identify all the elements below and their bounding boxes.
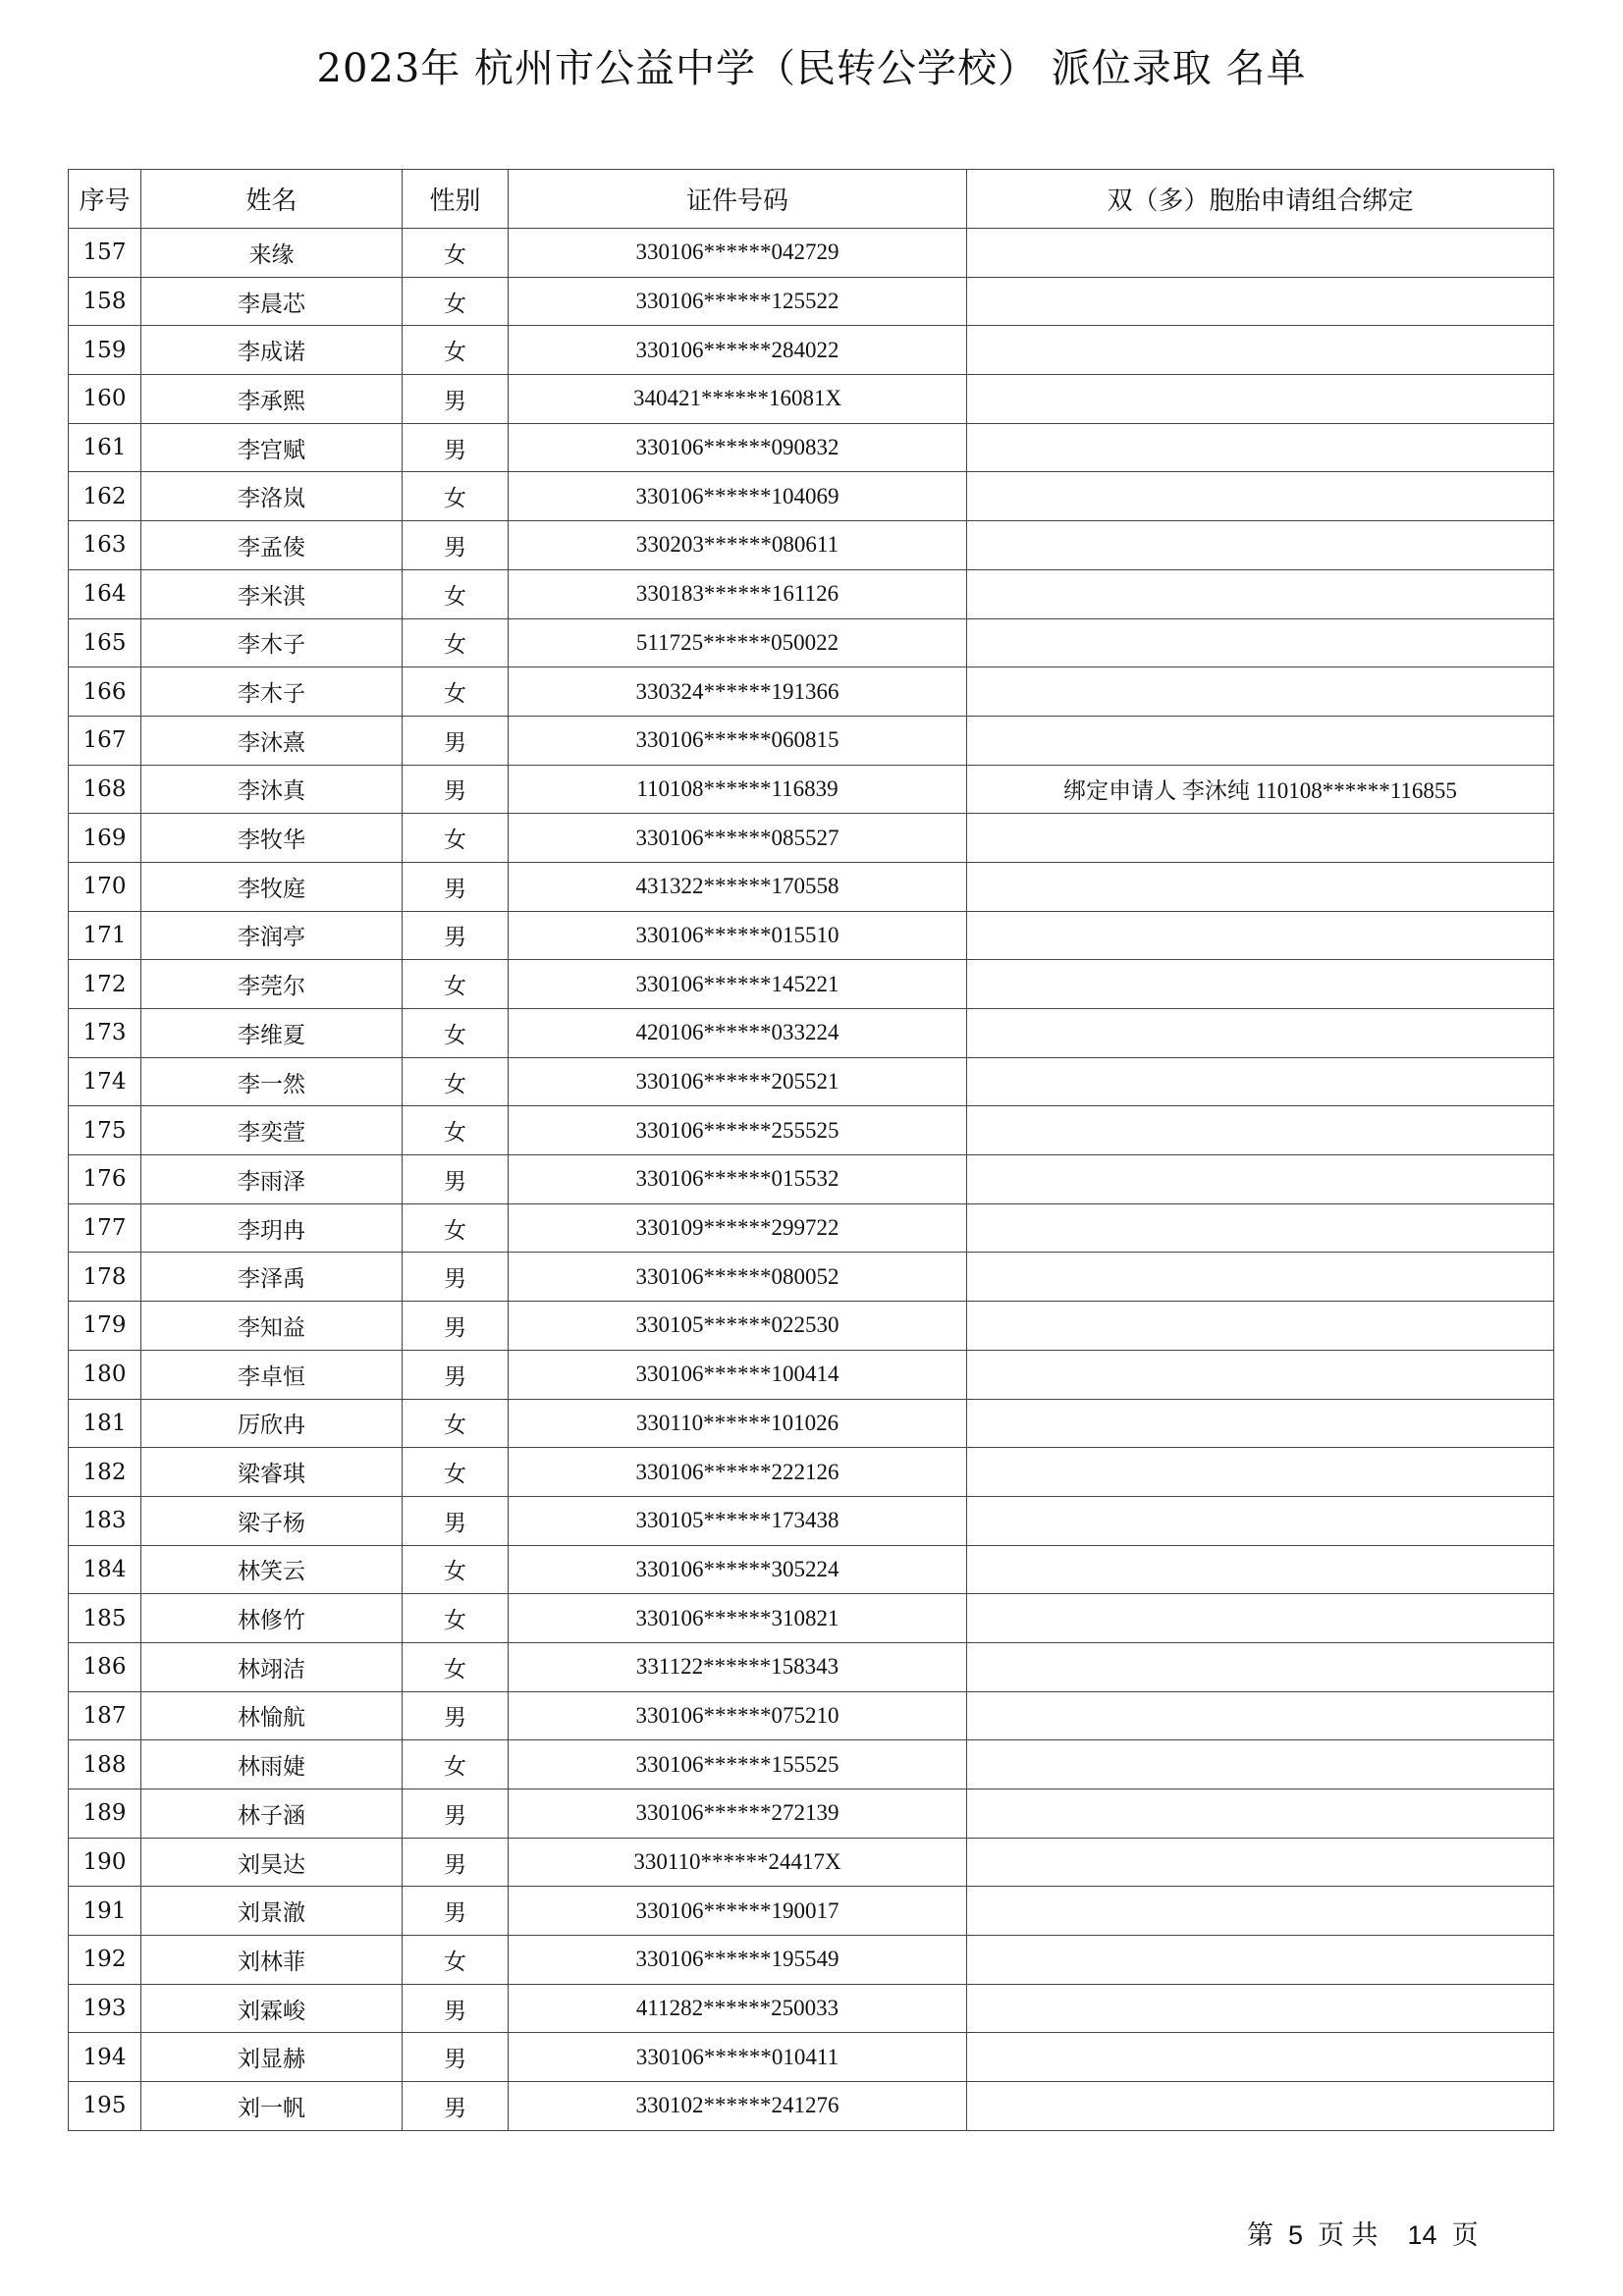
twin-binding-cell	[967, 1594, 1554, 1643]
twin-binding-cell	[967, 911, 1554, 960]
twin-binding-cell	[967, 1448, 1554, 1497]
gender-cell: 男	[403, 862, 509, 911]
gender-cell: 男	[403, 765, 509, 814]
table-row	[69, 1448, 1554, 1497]
table-row	[69, 1009, 1554, 1058]
id-number-cell: 330106******060815	[509, 716, 967, 765]
table-row	[69, 1691, 1554, 1740]
name-cell: 李洛岚	[141, 472, 403, 521]
gender-cell: 男	[403, 375, 509, 424]
gender-cell: 女	[403, 667, 509, 717]
name-cell: 李晨芯	[141, 277, 403, 326]
seq-cell: 191	[69, 1887, 141, 1936]
twin-binding-cell	[967, 1545, 1554, 1594]
header-twin-binding: 双（多）胞胎申请组合绑定	[967, 170, 1554, 229]
gender-cell: 男	[403, 1887, 509, 1936]
gender-cell: 女	[403, 1009, 509, 1058]
name-cell: 厉欣冉	[141, 1399, 403, 1448]
id-number-cell: 330106******222126	[509, 1448, 967, 1497]
seq-cell: 165	[69, 618, 141, 667]
seq-cell: 169	[69, 814, 141, 863]
table-row	[69, 862, 1554, 911]
name-cell: 李玥冉	[141, 1203, 403, 1253]
twin-binding-cell	[967, 1009, 1554, 1058]
seq-cell: 166	[69, 667, 141, 717]
table-row	[69, 1789, 1554, 1839]
name-cell: 林翊洁	[141, 1642, 403, 1691]
gender-cell: 男	[403, 423, 509, 472]
id-number-cell: 330106******042729	[509, 229, 967, 278]
id-number-cell: 330110******24417X	[509, 1838, 967, 1887]
seq-cell: 175	[69, 1106, 141, 1155]
gender-cell: 男	[403, 1302, 509, 1351]
seq-cell: 170	[69, 862, 141, 911]
id-number-cell: 330324******191366	[509, 667, 967, 717]
gender-cell: 女	[403, 1740, 509, 1789]
table-row	[69, 1203, 1554, 1253]
twin-binding-cell	[967, 1887, 1554, 1936]
id-number-cell: 330106******085527	[509, 814, 967, 863]
twin-binding-cell	[967, 1984, 1554, 2033]
name-cell: 林子涵	[141, 1789, 403, 1839]
seq-cell: 183	[69, 1496, 141, 1545]
table-row	[69, 521, 1554, 570]
id-number-cell: 330106******255525	[509, 1106, 967, 1155]
name-cell: 李牧庭	[141, 862, 403, 911]
name-cell: 刘一帆	[141, 2082, 403, 2131]
id-number-cell: 330106******272139	[509, 1789, 967, 1839]
table-row	[69, 277, 1554, 326]
header-name: 姓名	[141, 170, 403, 229]
twin-binding-cell	[967, 1642, 1554, 1691]
name-cell: 李孟倰	[141, 521, 403, 570]
seq-cell: 185	[69, 1594, 141, 1643]
id-number-cell: 110108******116839	[509, 765, 967, 814]
gender-cell: 男	[403, 521, 509, 570]
id-number-cell: 330102******241276	[509, 2082, 967, 2131]
name-cell: 李木子	[141, 618, 403, 667]
seq-cell: 163	[69, 521, 141, 570]
seq-cell: 179	[69, 1302, 141, 1351]
gender-cell: 男	[403, 1496, 509, 1545]
twin-binding-cell	[967, 1106, 1554, 1155]
id-number-cell: 330106******104069	[509, 472, 967, 521]
table-row	[69, 1887, 1554, 1936]
name-cell: 林修竹	[141, 1594, 403, 1643]
table-row	[69, 716, 1554, 765]
id-number-cell: 330110******101026	[509, 1399, 967, 1448]
name-cell: 李成诺	[141, 326, 403, 375]
table-row	[69, 960, 1554, 1009]
seq-cell: 164	[69, 569, 141, 618]
gender-cell: 女	[403, 1936, 509, 1985]
twin-binding-cell	[967, 1057, 1554, 1106]
twin-binding-cell	[967, 229, 1554, 278]
gender-cell: 男	[403, 911, 509, 960]
id-number-cell: 331122******158343	[509, 1642, 967, 1691]
twin-binding-cell	[967, 618, 1554, 667]
name-cell: 李一然	[141, 1057, 403, 1106]
table-row	[69, 1838, 1554, 1887]
seq-cell: 190	[69, 1838, 141, 1887]
twin-binding-cell	[967, 1936, 1554, 1985]
seq-cell: 172	[69, 960, 141, 1009]
gender-cell: 男	[403, 1691, 509, 1740]
seq-cell: 182	[69, 1448, 141, 1497]
twin-binding-cell	[967, 960, 1554, 1009]
seq-cell: 167	[69, 716, 141, 765]
admission-list-table	[68, 169, 1554, 2131]
seq-cell: 173	[69, 1009, 141, 1058]
table-row	[69, 1350, 1554, 1399]
gender-cell: 女	[403, 1448, 509, 1497]
seq-cell: 168	[69, 765, 141, 814]
name-cell: 李卓恒	[141, 1350, 403, 1399]
seq-cell: 181	[69, 1399, 141, 1448]
seq-cell: 157	[69, 229, 141, 278]
seq-cell: 192	[69, 1936, 141, 1985]
table-row	[69, 1399, 1554, 1448]
table-row	[69, 1253, 1554, 1302]
gender-cell: 女	[403, 277, 509, 326]
gender-cell: 女	[403, 569, 509, 618]
twin-binding-cell	[967, 1691, 1554, 1740]
table-row	[69, 375, 1554, 424]
id-number-cell: 330109******299722	[509, 1203, 967, 1253]
id-number-cell: 330106******310821	[509, 1594, 967, 1643]
id-number-cell: 330106******205521	[509, 1057, 967, 1106]
twin-binding-cell	[967, 2033, 1554, 2082]
gender-cell: 男	[403, 1155, 509, 1204]
gender-cell: 女	[403, 960, 509, 1009]
gender-cell: 女	[403, 618, 509, 667]
name-cell: 李木子	[141, 667, 403, 717]
gender-cell: 男	[403, 2082, 509, 2131]
id-number-cell: 420106******033224	[509, 1009, 967, 1058]
table-row	[69, 1057, 1554, 1106]
name-cell: 梁睿琪	[141, 1448, 403, 1497]
gender-cell: 女	[403, 1106, 509, 1155]
twin-binding-cell	[967, 521, 1554, 570]
name-cell: 李沐熹	[141, 716, 403, 765]
table-row	[69, 1545, 1554, 1594]
gender-cell: 女	[403, 229, 509, 278]
seq-cell: 158	[69, 277, 141, 326]
table-row	[69, 2082, 1554, 2131]
twin-binding-cell	[967, 716, 1554, 765]
twin-binding-cell	[967, 1302, 1554, 1351]
seq-cell: 176	[69, 1155, 141, 1204]
gender-cell: 男	[403, 1350, 509, 1399]
seq-cell: 180	[69, 1350, 141, 1399]
seq-cell: 189	[69, 1789, 141, 1839]
table-row	[69, 618, 1554, 667]
table-body	[69, 229, 1554, 2131]
gender-cell: 女	[403, 1057, 509, 1106]
seq-cell: 186	[69, 1642, 141, 1691]
seq-cell: 159	[69, 326, 141, 375]
table-row	[69, 1984, 1554, 2033]
id-number-cell: 330106******305224	[509, 1545, 967, 1594]
name-cell: 李泽禹	[141, 1253, 403, 1302]
twin-binding-cell	[967, 1253, 1554, 1302]
name-cell: 来缘	[141, 229, 403, 278]
twin-binding-cell	[967, 2082, 1554, 2131]
id-number-cell: 330106******080052	[509, 1253, 967, 1302]
table-row	[69, 814, 1554, 863]
name-cell: 李雨泽	[141, 1155, 403, 1204]
gender-cell: 女	[403, 472, 509, 521]
name-cell: 李承熙	[141, 375, 403, 424]
id-number-cell: 330106******284022	[509, 326, 967, 375]
twin-binding-cell	[967, 569, 1554, 618]
seq-cell: 188	[69, 1740, 141, 1789]
id-number-cell: 330105******173438	[509, 1496, 967, 1545]
id-number-cell: 330203******080611	[509, 521, 967, 570]
table-row	[69, 229, 1554, 278]
twin-binding-cell	[967, 277, 1554, 326]
table-row	[69, 667, 1554, 717]
name-cell: 李沐真	[141, 765, 403, 814]
seq-cell: 177	[69, 1203, 141, 1253]
gender-cell: 女	[403, 1642, 509, 1691]
table-row	[69, 1155, 1554, 1204]
twin-binding-cell	[967, 472, 1554, 521]
twin-binding-cell	[967, 1740, 1554, 1789]
gender-cell: 女	[403, 1399, 509, 1448]
twin-binding-cell	[967, 375, 1554, 424]
seq-cell: 174	[69, 1057, 141, 1106]
twin-binding-cell	[967, 1155, 1554, 1204]
page-title: 2023年 杭州市公益中学（民转公学校） 派位录取 名单	[316, 46, 1307, 91]
header-seq: 序号	[69, 170, 141, 229]
twin-binding-cell	[967, 1203, 1554, 1253]
seq-cell: 178	[69, 1253, 141, 1302]
gender-cell: 男	[403, 1984, 509, 2033]
seq-cell: 184	[69, 1545, 141, 1594]
name-cell: 刘景澈	[141, 1887, 403, 1936]
id-number-cell: 431322******170558	[509, 862, 967, 911]
gender-cell: 男	[403, 1838, 509, 1887]
twin-binding-cell	[967, 1350, 1554, 1399]
id-number-cell: 330105******022530	[509, 1302, 967, 1351]
id-number-cell: 330106******155525	[509, 1740, 967, 1789]
seq-cell: 160	[69, 375, 141, 424]
gender-cell: 女	[403, 1545, 509, 1594]
table-row	[69, 423, 1554, 472]
twin-binding-cell	[967, 862, 1554, 911]
table-row	[69, 2033, 1554, 2082]
table-row	[69, 765, 1554, 814]
name-cell: 李奕萱	[141, 1106, 403, 1155]
id-number-cell: 330106******100414	[509, 1350, 967, 1399]
name-cell: 李润亭	[141, 911, 403, 960]
name-cell: 林雨婕	[141, 1740, 403, 1789]
name-cell: 李莞尔	[141, 960, 403, 1009]
gender-cell: 男	[403, 1789, 509, 1839]
table-row	[69, 1496, 1554, 1545]
id-number-cell: 330106******075210	[509, 1691, 967, 1740]
seq-cell: 193	[69, 1984, 141, 2033]
table-row	[69, 911, 1554, 960]
name-cell: 李牧华	[141, 814, 403, 863]
name-cell: 林笑云	[141, 1545, 403, 1594]
gender-cell: 男	[403, 1253, 509, 1302]
twin-binding-cell: 绑定申请人 李沐纯 110108******116855	[967, 765, 1554, 814]
table-row	[69, 569, 1554, 618]
twin-binding-cell	[967, 1399, 1554, 1448]
seq-cell: 187	[69, 1691, 141, 1740]
name-cell: 李知益	[141, 1302, 403, 1351]
id-number-cell: 330106******015510	[509, 911, 967, 960]
id-number-cell: 330106******145221	[509, 960, 967, 1009]
seq-cell: 162	[69, 472, 141, 521]
twin-binding-cell	[967, 423, 1554, 472]
name-cell: 刘霖峻	[141, 1984, 403, 2033]
twin-binding-cell	[967, 667, 1554, 717]
table-row	[69, 1302, 1554, 1351]
page-number: 第 5 页 共 14 页	[1247, 2220, 1479, 2250]
gender-cell: 女	[403, 1203, 509, 1253]
name-cell: 梁子杨	[141, 1496, 403, 1545]
twin-binding-cell	[967, 814, 1554, 863]
gender-cell: 女	[403, 1594, 509, 1643]
twin-binding-cell	[967, 326, 1554, 375]
seq-cell: 171	[69, 911, 141, 960]
gender-cell: 男	[403, 2033, 509, 2082]
table-row	[69, 1642, 1554, 1691]
gender-cell: 女	[403, 814, 509, 863]
table-row	[69, 1936, 1554, 1985]
id-number-cell: 340421******16081X	[509, 375, 967, 424]
id-number-cell: 330106******015532	[509, 1155, 967, 1204]
seq-cell: 195	[69, 2082, 141, 2131]
id-number-cell: 330106******090832	[509, 423, 967, 472]
seq-cell: 194	[69, 2033, 141, 2082]
id-number-cell: 511725******050022	[509, 618, 967, 667]
gender-cell: 女	[403, 326, 509, 375]
table-row	[69, 472, 1554, 521]
table-row	[69, 1740, 1554, 1789]
table-header-row	[69, 170, 1554, 229]
header-gender: 性别	[403, 170, 509, 229]
name-cell: 李宫赋	[141, 423, 403, 472]
id-number-cell: 330106******010411	[509, 2033, 967, 2082]
twin-binding-cell	[967, 1789, 1554, 1839]
table-row	[69, 326, 1554, 375]
id-number-cell: 330106******190017	[509, 1887, 967, 1936]
name-cell: 刘林菲	[141, 1936, 403, 1985]
id-number-cell: 411282******250033	[509, 1984, 967, 2033]
table-row	[69, 1106, 1554, 1155]
gender-cell: 男	[403, 716, 509, 765]
name-cell: 李米淇	[141, 569, 403, 618]
header-id-number: 证件号码	[509, 170, 967, 229]
name-cell: 林愉航	[141, 1691, 403, 1740]
id-number-cell: 330106******125522	[509, 277, 967, 326]
name-cell: 刘昊达	[141, 1838, 403, 1887]
twin-binding-cell	[967, 1838, 1554, 1887]
twin-binding-cell	[967, 1496, 1554, 1545]
table-row	[69, 1594, 1554, 1643]
name-cell: 李维夏	[141, 1009, 403, 1058]
seq-cell: 161	[69, 423, 141, 472]
name-cell: 刘显赫	[141, 2033, 403, 2082]
id-number-cell: 330106******195549	[509, 1936, 967, 1985]
id-number-cell: 330183******161126	[509, 569, 967, 618]
